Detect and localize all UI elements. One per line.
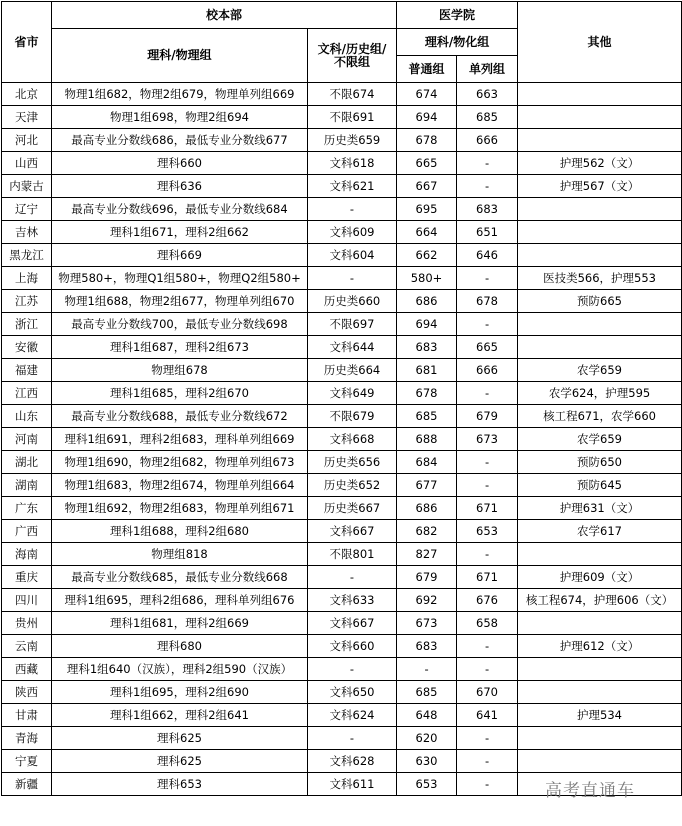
table-row bbox=[2, 497, 682, 520]
other-cell: 护理567（文） bbox=[518, 175, 682, 198]
science-cell: 理科660 bbox=[52, 152, 308, 175]
header-province: 省市 bbox=[2, 2, 52, 83]
science-cell: 物理1组683，物理2组674，物理单列组664 bbox=[52, 474, 308, 497]
header-other: 其他 bbox=[518, 2, 682, 83]
other-cell bbox=[518, 543, 682, 566]
other-cell bbox=[518, 198, 682, 221]
arts-cell: 文科644 bbox=[308, 336, 397, 359]
separate-cell: 665 bbox=[457, 336, 518, 359]
other-cell bbox=[518, 612, 682, 635]
science-cell: 理科625 bbox=[52, 727, 308, 750]
arts-cell: 历史类667 bbox=[308, 497, 397, 520]
table-row bbox=[2, 198, 682, 221]
arts-cell: 文科609 bbox=[308, 221, 397, 244]
separate-cell: - bbox=[457, 175, 518, 198]
separate-cell: 673 bbox=[457, 428, 518, 451]
arts-cell: 历史类656 bbox=[308, 451, 397, 474]
table-row bbox=[2, 152, 682, 175]
table-row bbox=[2, 658, 682, 681]
header-arts: 文科/历史组/不限组 bbox=[308, 29, 397, 83]
science-cell: 最高专业分数线696，最低专业分数线684 bbox=[52, 198, 308, 221]
table-row bbox=[2, 520, 682, 543]
arts-cell: 文科628 bbox=[308, 750, 397, 773]
arts-cell: - bbox=[308, 198, 397, 221]
other-cell: 农学617 bbox=[518, 520, 682, 543]
other-cell: 预防665 bbox=[518, 290, 682, 313]
other-cell: 护理609（文） bbox=[518, 566, 682, 589]
separate-cell: - bbox=[457, 543, 518, 566]
separate-cell: - bbox=[457, 152, 518, 175]
science-cell: 物理组818 bbox=[52, 543, 308, 566]
province-cell: 黑龙江 bbox=[2, 244, 52, 267]
separate-cell: - bbox=[457, 382, 518, 405]
arts-cell: 文科618 bbox=[308, 152, 397, 175]
table-row bbox=[2, 589, 682, 612]
table-row bbox=[2, 474, 682, 497]
science-cell: 理科680 bbox=[52, 635, 308, 658]
table-row bbox=[2, 543, 682, 566]
science-cell: 物理1组692，物理2组683，物理单列组671 bbox=[52, 497, 308, 520]
province-cell: 广东 bbox=[2, 497, 52, 520]
province-cell: 广西 bbox=[2, 520, 52, 543]
normal-cell: 653 bbox=[397, 773, 457, 796]
separate-cell: - bbox=[457, 635, 518, 658]
science-cell: 最高专业分数线700，最低专业分数线698 bbox=[52, 313, 308, 336]
province-cell: 上海 bbox=[2, 267, 52, 290]
normal-cell: 678 bbox=[397, 129, 457, 152]
separate-cell: 678 bbox=[457, 290, 518, 313]
province-cell: 湖南 bbox=[2, 474, 52, 497]
arts-cell: - bbox=[308, 727, 397, 750]
province-cell: 山西 bbox=[2, 152, 52, 175]
arts-cell: 不限801 bbox=[308, 543, 397, 566]
other-cell bbox=[518, 106, 682, 129]
table-row bbox=[2, 451, 682, 474]
table-row bbox=[2, 129, 682, 152]
normal-cell: 630 bbox=[397, 750, 457, 773]
separate-cell: 671 bbox=[457, 566, 518, 589]
province-cell: 内蒙古 bbox=[2, 175, 52, 198]
separate-cell: 641 bbox=[457, 704, 518, 727]
science-cell: 理科1组681，理科2组669 bbox=[52, 612, 308, 635]
normal-cell: 685 bbox=[397, 405, 457, 428]
separate-cell: - bbox=[457, 474, 518, 497]
table-row bbox=[2, 221, 682, 244]
separate-cell: 671 bbox=[457, 497, 518, 520]
separate-cell: - bbox=[457, 750, 518, 773]
table-row bbox=[2, 635, 682, 658]
other-cell: 护理612（文） bbox=[518, 635, 682, 658]
normal-cell: 683 bbox=[397, 336, 457, 359]
normal-cell: 684 bbox=[397, 451, 457, 474]
other-cell bbox=[518, 727, 682, 750]
normal-cell: 580+ bbox=[397, 267, 457, 290]
table-row bbox=[2, 428, 682, 451]
arts-cell: 历史类664 bbox=[308, 359, 397, 382]
science-cell: 理科1组691，理科2组683，理科单列组669 bbox=[52, 428, 308, 451]
separate-cell: 666 bbox=[457, 359, 518, 382]
normal-cell: 665 bbox=[397, 152, 457, 175]
science-cell: 理科1组685，理科2组670 bbox=[52, 382, 308, 405]
arts-cell: 历史类660 bbox=[308, 290, 397, 313]
other-cell bbox=[518, 244, 682, 267]
arts-cell: 文科624 bbox=[308, 704, 397, 727]
science-cell: 理科625 bbox=[52, 750, 308, 773]
normal-cell: 827 bbox=[397, 543, 457, 566]
province-cell: 甘肃 bbox=[2, 704, 52, 727]
arts-cell: 文科633 bbox=[308, 589, 397, 612]
table-row bbox=[2, 750, 682, 773]
province-cell: 浙江 bbox=[2, 313, 52, 336]
normal-cell: 648 bbox=[397, 704, 457, 727]
science-cell: 理科1组662，理科2组641 bbox=[52, 704, 308, 727]
other-cell: 核工程671，农学660 bbox=[518, 405, 682, 428]
separate-cell: 666 bbox=[457, 129, 518, 152]
province-cell: 山东 bbox=[2, 405, 52, 428]
province-cell: 安徽 bbox=[2, 336, 52, 359]
header-school: 校本部 bbox=[52, 2, 397, 29]
science-cell: 理科653 bbox=[52, 773, 308, 796]
science-cell: 物理1组688，物理2组677，物理单列组670 bbox=[52, 290, 308, 313]
separate-cell: - bbox=[457, 267, 518, 290]
arts-cell: 文科650 bbox=[308, 681, 397, 704]
province-cell: 青海 bbox=[2, 727, 52, 750]
normal-cell: 681 bbox=[397, 359, 457, 382]
separate-cell: - bbox=[457, 727, 518, 750]
province-cell: 湖北 bbox=[2, 451, 52, 474]
table-row bbox=[2, 313, 682, 336]
header-medical: 医学院 bbox=[397, 2, 518, 29]
arts-cell: 文科667 bbox=[308, 612, 397, 635]
separate-cell: 676 bbox=[457, 589, 518, 612]
arts-cell: 文科649 bbox=[308, 382, 397, 405]
arts-cell: 历史类652 bbox=[308, 474, 397, 497]
science-cell: 物理1组682，物理2组679，物理单列组669 bbox=[52, 83, 308, 106]
science-cell: 物理1组690，物理2组682，物理单列组673 bbox=[52, 451, 308, 474]
other-cell: 护理631（文） bbox=[518, 497, 682, 520]
province-cell: 辽宁 bbox=[2, 198, 52, 221]
science-cell: 物理580+，物理Q1组580+，物理Q2组580+ bbox=[52, 267, 308, 290]
province-cell: 江西 bbox=[2, 382, 52, 405]
other-cell: 农学659 bbox=[518, 428, 682, 451]
header-science: 理科/物理组 bbox=[52, 29, 308, 83]
header-separate: 单列组 bbox=[457, 56, 518, 83]
header-med-group: 理科/物化组 bbox=[397, 29, 518, 56]
province-cell: 新疆 bbox=[2, 773, 52, 796]
arts-cell: 文科611 bbox=[308, 773, 397, 796]
arts-cell: - bbox=[308, 566, 397, 589]
other-cell: 护理562（文） bbox=[518, 152, 682, 175]
header-normal: 普通组 bbox=[397, 56, 457, 83]
separate-cell: - bbox=[457, 773, 518, 796]
other-cell bbox=[518, 681, 682, 704]
arts-cell: 不限674 bbox=[308, 83, 397, 106]
science-cell: 理科636 bbox=[52, 175, 308, 198]
table-row bbox=[2, 83, 682, 106]
separate-cell: - bbox=[457, 313, 518, 336]
other-cell bbox=[518, 658, 682, 681]
table-row bbox=[2, 175, 682, 198]
normal-cell: 688 bbox=[397, 428, 457, 451]
table-row bbox=[2, 612, 682, 635]
province-cell: 云南 bbox=[2, 635, 52, 658]
normal-cell: 674 bbox=[397, 83, 457, 106]
normal-cell: 678 bbox=[397, 382, 457, 405]
science-cell: 理科1组695，理科2组686，理科单列组676 bbox=[52, 589, 308, 612]
province-cell: 重庆 bbox=[2, 566, 52, 589]
separate-cell: - bbox=[457, 451, 518, 474]
science-cell: 物理组678 bbox=[52, 359, 308, 382]
table-row bbox=[2, 566, 682, 589]
watermark: 高考直通车 bbox=[545, 781, 635, 801]
other-cell: 农学659 bbox=[518, 359, 682, 382]
separate-cell: 653 bbox=[457, 520, 518, 543]
separate-cell: 685 bbox=[457, 106, 518, 129]
normal-cell: 664 bbox=[397, 221, 457, 244]
science-cell: 理科1组671，理科2组662 bbox=[52, 221, 308, 244]
province-cell: 海南 bbox=[2, 543, 52, 566]
arts-cell: 不限691 bbox=[308, 106, 397, 129]
table-row bbox=[2, 244, 682, 267]
table-row bbox=[2, 382, 682, 405]
normal-cell: - bbox=[397, 658, 457, 681]
table-row bbox=[2, 290, 682, 313]
province-cell: 西藏 bbox=[2, 658, 52, 681]
table-row bbox=[2, 681, 682, 704]
province-cell: 河北 bbox=[2, 129, 52, 152]
other-cell bbox=[518, 750, 682, 773]
normal-cell: 620 bbox=[397, 727, 457, 750]
separate-cell: 651 bbox=[457, 221, 518, 244]
separate-cell: 646 bbox=[457, 244, 518, 267]
other-cell bbox=[518, 83, 682, 106]
province-cell: 四川 bbox=[2, 589, 52, 612]
normal-cell: 685 bbox=[397, 681, 457, 704]
other-cell: 医技类566，护理553 bbox=[518, 267, 682, 290]
science-cell: 最高专业分数线686，最低专业分数线677 bbox=[52, 129, 308, 152]
score-table bbox=[1, 1, 682, 796]
separate-cell: 683 bbox=[457, 198, 518, 221]
province-cell: 福建 bbox=[2, 359, 52, 382]
normal-cell: 667 bbox=[397, 175, 457, 198]
normal-cell: 673 bbox=[397, 612, 457, 635]
arts-cell: 文科668 bbox=[308, 428, 397, 451]
arts-cell: 不限679 bbox=[308, 405, 397, 428]
table-body bbox=[2, 83, 682, 796]
normal-cell: 692 bbox=[397, 589, 457, 612]
province-cell: 江苏 bbox=[2, 290, 52, 313]
normal-cell: 695 bbox=[397, 198, 457, 221]
province-cell: 宁夏 bbox=[2, 750, 52, 773]
province-cell: 吉林 bbox=[2, 221, 52, 244]
table-row bbox=[2, 405, 682, 428]
separate-cell: - bbox=[457, 658, 518, 681]
province-cell: 陕西 bbox=[2, 681, 52, 704]
other-cell bbox=[518, 336, 682, 359]
table-row bbox=[2, 359, 682, 382]
science-cell: 理科1组687，理科2组673 bbox=[52, 336, 308, 359]
other-cell: 预防650 bbox=[518, 451, 682, 474]
normal-cell: 679 bbox=[397, 566, 457, 589]
separate-cell: 663 bbox=[457, 83, 518, 106]
science-cell: 最高专业分数线685，最低专业分数线668 bbox=[52, 566, 308, 589]
province-cell: 天津 bbox=[2, 106, 52, 129]
normal-cell: 683 bbox=[397, 635, 457, 658]
arts-cell: 文科660 bbox=[308, 635, 397, 658]
science-cell: 理科1组695，理科2组690 bbox=[52, 681, 308, 704]
arts-cell: 文科604 bbox=[308, 244, 397, 267]
arts-cell: - bbox=[308, 658, 397, 681]
other-cell: 预防645 bbox=[518, 474, 682, 497]
arts-cell: 不限697 bbox=[308, 313, 397, 336]
science-cell: 物理1组698，物理2组694 bbox=[52, 106, 308, 129]
normal-cell: 694 bbox=[397, 313, 457, 336]
other-cell bbox=[518, 221, 682, 244]
science-cell: 理科1组688，理科2组680 bbox=[52, 520, 308, 543]
other-cell: 农学624，护理595 bbox=[518, 382, 682, 405]
arts-cell: 文科667 bbox=[308, 520, 397, 543]
normal-cell: 694 bbox=[397, 106, 457, 129]
separate-cell: 658 bbox=[457, 612, 518, 635]
table-row bbox=[2, 336, 682, 359]
normal-cell: 686 bbox=[397, 497, 457, 520]
normal-cell: 686 bbox=[397, 290, 457, 313]
table-row bbox=[2, 704, 682, 727]
normal-cell: 677 bbox=[397, 474, 457, 497]
science-cell: 理科1组640（汉族），理科2组590（汉族） bbox=[52, 658, 308, 681]
separate-cell: 670 bbox=[457, 681, 518, 704]
other-cell bbox=[518, 313, 682, 336]
science-cell: 最高专业分数线688，最低专业分数线672 bbox=[52, 405, 308, 428]
separate-cell: 679 bbox=[457, 405, 518, 428]
normal-cell: 682 bbox=[397, 520, 457, 543]
table-row bbox=[2, 267, 682, 290]
table-row bbox=[2, 106, 682, 129]
arts-cell: 文科621 bbox=[308, 175, 397, 198]
other-cell bbox=[518, 129, 682, 152]
province-cell: 贵州 bbox=[2, 612, 52, 635]
science-cell: 理科669 bbox=[52, 244, 308, 267]
table-row bbox=[2, 727, 682, 750]
arts-cell: - bbox=[308, 267, 397, 290]
normal-cell: 662 bbox=[397, 244, 457, 267]
province-cell: 河南 bbox=[2, 428, 52, 451]
other-cell: 核工程674，护理606（文） bbox=[518, 589, 682, 612]
province-cell: 北京 bbox=[2, 83, 52, 106]
other-cell: 护理534 bbox=[518, 704, 682, 727]
arts-cell: 历史类659 bbox=[308, 129, 397, 152]
